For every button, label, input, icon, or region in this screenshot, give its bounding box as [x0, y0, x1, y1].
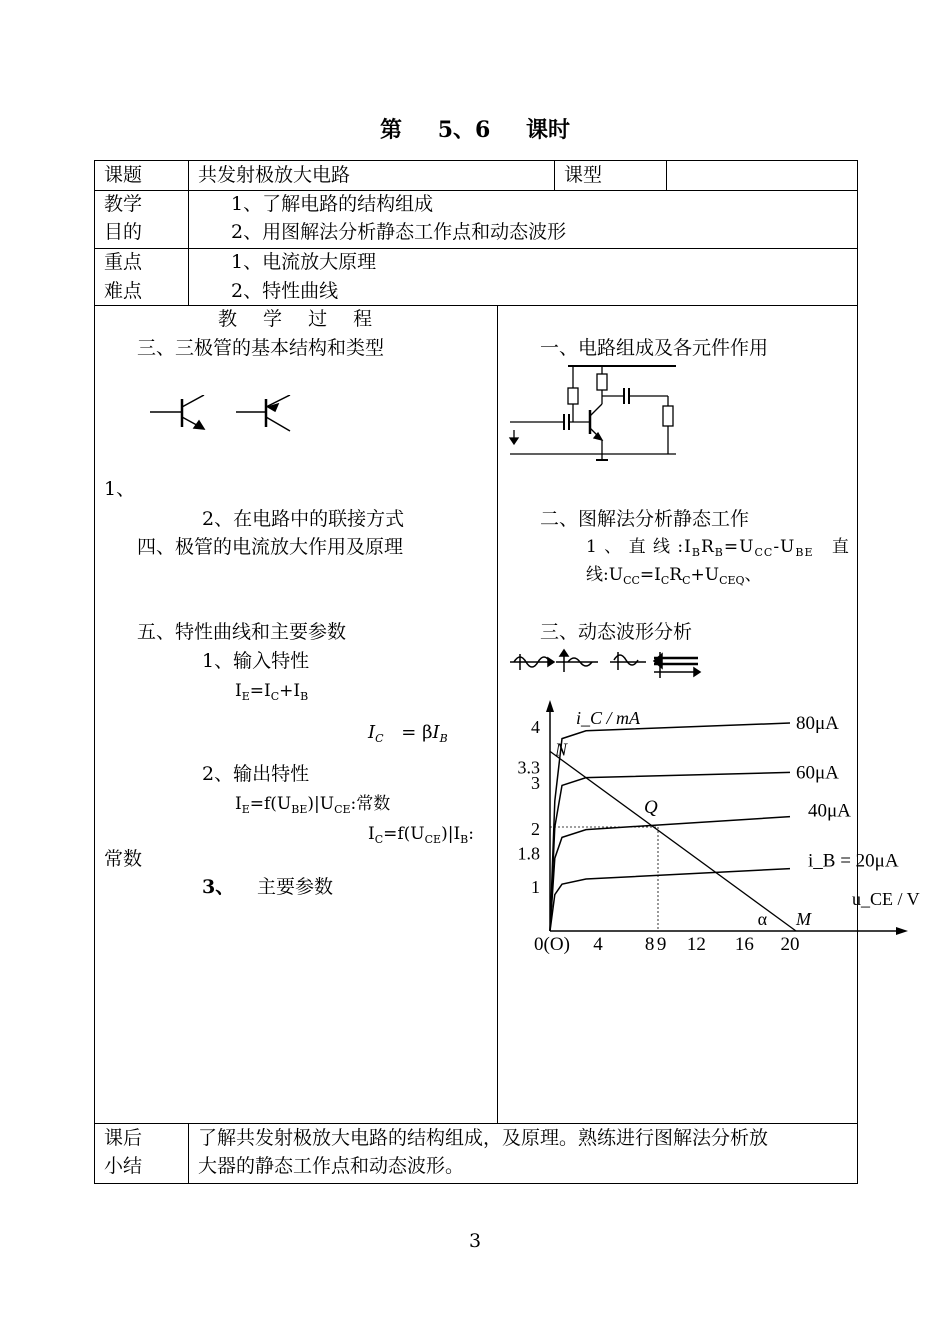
key-label-2: 难点: [104, 280, 143, 302]
waveform-sketches: [508, 648, 703, 682]
topic-value: 共发射极放大电路: [198, 164, 351, 186]
formula-out-1: $I_E=f(U_{BE})|U_{CE}$:常数: [235, 794, 391, 816]
y-axis-label: i_C / mA: [576, 708, 641, 728]
item-3-text: 主要参数: [257, 876, 334, 898]
table-border: [94, 160, 858, 161]
x-tick-label: 16: [734, 934, 754, 955]
x-tick-label: 12: [686, 934, 706, 955]
summary-label-2: 小结: [104, 1155, 143, 1177]
y-tick-label: 3: [531, 773, 540, 793]
key-item: 2、特性曲线: [231, 280, 339, 302]
goal-item: 2、用图解法分析静态工作点和动态波形: [231, 221, 567, 243]
x-axis-label: u_CE / V: [852, 889, 920, 909]
y-tick-label: 3.3: [517, 757, 540, 778]
x-tick-label: 8: [644, 934, 655, 955]
table-border: [188, 160, 189, 306]
process-heading: 教 学 过 程: [218, 308, 383, 330]
alpha-label: α: [757, 909, 768, 929]
table-border: [94, 1123, 858, 1124]
summary-line-2: 大器的静态工作点和动态波形。: [198, 1155, 465, 1177]
x-axis-arrow-icon: [896, 927, 908, 935]
right-section-1: 一、电路组成及各元件作用: [540, 337, 769, 359]
page-title: [0, 113, 950, 144]
type-label: 课型: [564, 164, 603, 186]
line2-tail: 、: [744, 565, 762, 585]
curve-ib-1: [550, 772, 790, 931]
formula-out-2: $I_C=f(U_{CE})|I_B$:: [368, 824, 474, 846]
right-section-2: 二、图解法分析静态工作: [540, 508, 750, 530]
resistor-rb-icon: [568, 388, 578, 404]
table-border: [554, 160, 555, 191]
pnp-transistor-icon: [236, 395, 290, 431]
left-section-5: 五、特性曲线和主要参数: [137, 621, 347, 643]
left-item-2: 2、在电路中的联接方式: [202, 508, 405, 530]
line1-prefix: 1 、 直 线 :: [586, 537, 685, 557]
x-tick-label: 0(O): [534, 934, 570, 955]
curve-label: 60μA: [796, 762, 839, 784]
base-waveform-icon: [556, 650, 598, 672]
table-border: [497, 305, 498, 1124]
line2-prefix: 线:: [586, 565, 609, 585]
resistor-rl-icon: [663, 406, 673, 426]
curve-label: i_B = 20μA: [808, 850, 899, 872]
output-characteristic: 2、输出特性: [202, 763, 310, 785]
table-border: [857, 160, 858, 1184]
formula-ic-beta: $I_C = \beta I_B$: [368, 722, 448, 745]
table-border: [94, 160, 95, 1184]
summary-label-1: 课后: [104, 1127, 143, 1149]
input-waveform-icon: [510, 654, 554, 670]
line1-tail: 直: [831, 537, 850, 557]
key-item: 1、电流放大原理: [231, 251, 377, 273]
y-tick-label: 1.8: [517, 843, 540, 864]
key-label-1: 重点: [104, 251, 143, 273]
output-characteristic-chart: [505, 698, 925, 968]
goal-item: 1、了解电路的结构组成: [231, 193, 434, 215]
item-3-number: 3、: [202, 876, 235, 898]
resistor-rc-icon: [597, 374, 607, 390]
input-characteristic: 1、输入特性: [202, 650, 310, 672]
load-line: [550, 751, 796, 931]
left-section-4: 四、极管的电流放大作用及原理: [137, 536, 404, 558]
amplifier-circuit-diagram: [506, 362, 686, 464]
q-point-label: Q: [644, 797, 658, 818]
x-tick-label: 9: [656, 934, 667, 955]
y-tick-label: 4: [531, 717, 540, 737]
npn-transistor-icon: [150, 395, 204, 429]
table-border: [94, 190, 858, 191]
y-tick-label: 2: [531, 819, 540, 839]
x-tick-label: 4: [593, 934, 603, 955]
topic-label: 课题: [104, 164, 143, 186]
left-section-3: 三、三极管的基本结构和类型: [137, 337, 385, 359]
summary-line-1: 了解共发射极放大电路的结构组成，及原理。熟练进行图解法分析放: [198, 1127, 769, 1149]
formula-ie: $I_E=I_C+I_B$: [235, 681, 309, 703]
point-n-label: N: [555, 739, 568, 760]
changshu-text: 常数: [104, 848, 143, 870]
left-item-1: 1、: [104, 478, 136, 500]
load-line-eq-1: 1 、 直 线 $:I_BR_B=U_{CC}-U_{BE}$ 直: [586, 537, 850, 559]
title-part-2: 5、6: [437, 117, 491, 143]
x-tick-label: 20: [780, 934, 800, 955]
right-section-3: 三、动态波形分析: [540, 621, 693, 643]
point-m-label: M: [796, 909, 811, 929]
table-border: [94, 305, 858, 306]
title-part-1: 第: [380, 117, 403, 143]
curve-label: 40μA: [808, 800, 851, 822]
table-border: [94, 1183, 858, 1184]
y-tick-label: 1: [531, 877, 540, 897]
page-number: 3: [468, 1230, 482, 1252]
curve-label: 80μA: [796, 713, 839, 734]
title-part-3: 课时: [525, 117, 570, 143]
goals-label-1: 教学: [104, 193, 143, 215]
table-border: [94, 248, 858, 249]
table-border: [188, 1123, 189, 1184]
collector-waveform-icon: [610, 652, 646, 670]
transistor-symbols: [148, 395, 298, 437]
curve-ib-2: [550, 817, 790, 931]
table-border: [666, 160, 667, 191]
output-waveform-icon: [654, 652, 700, 678]
y-axis-arrow-icon: [546, 700, 554, 712]
goals-label-2: 目的: [104, 221, 143, 243]
load-line-eq-2: 线$:U_{CC}=I_CR_C+U_{CEQ}$、: [586, 565, 762, 587]
